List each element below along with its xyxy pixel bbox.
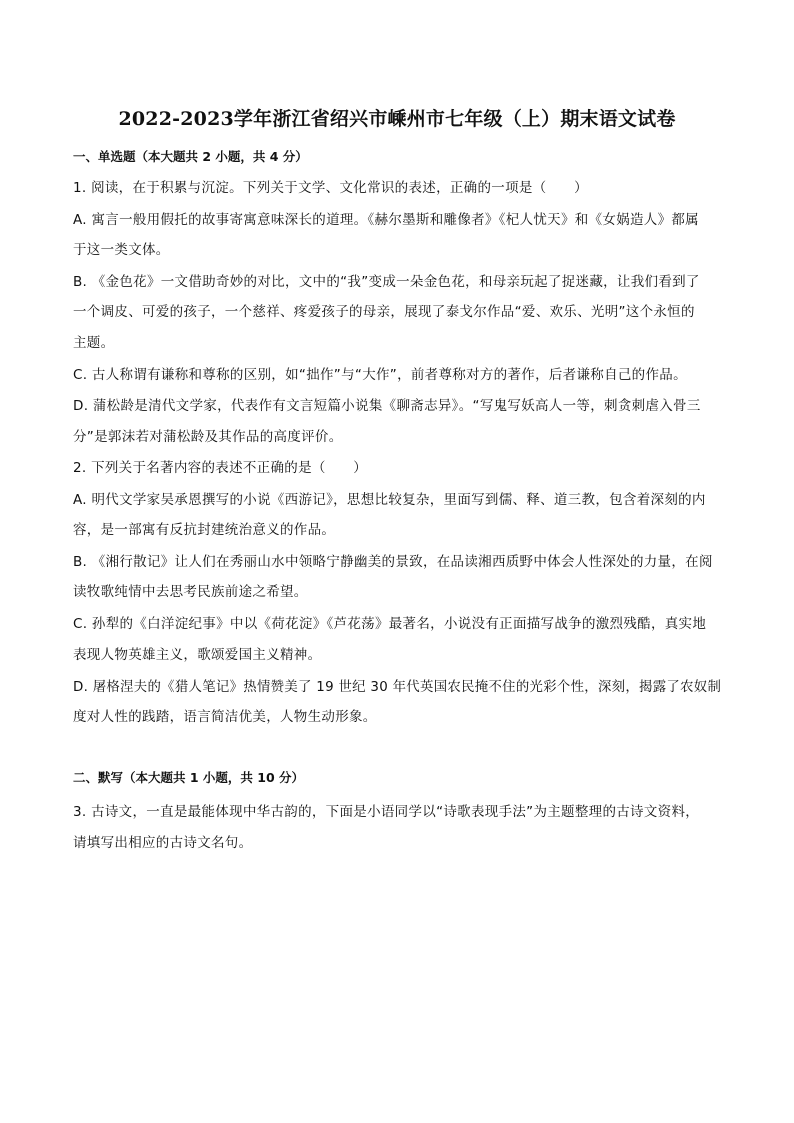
question-2-option-a-cont: 容，是一部寓有反抗封建统治意义的作品。 [73, 522, 336, 538]
question-1-stem: 1. 阅读，在于积累与沉淀。下列关于文学、文化常识的表述，正确的一项是（ ） [73, 180, 588, 196]
question-1-option-c: C. 古人称谓有谦称和尊称的区别，如“拙作”与“大作”，前者尊称对方的著作，后者谦称自己的作品。 [73, 367, 687, 383]
question-1-option-a-cont: 于这一类文体。 [73, 242, 170, 258]
question-3-stem-cont: 请填写出相应的古诗文名句。 [73, 835, 253, 851]
question-1-option-b-cont: 一个调皮、可爱的孩子，一个慈祥、疼爱孩子的母亲，展现了泰戈尔作品“爱、欢乐、光明”这个永恒的 [73, 304, 695, 320]
question-2-option-a: A. 明代文学家吴承恩撰写的小说《西游记》，思想比较复杂，里面写到儒、释、道三教，包含着深刻的内 [73, 492, 706, 508]
question-1-option-a: A. 寓言一般用假托的故事寄寓意味深长的道理。《赫尔墨斯和雕像者》《杞人忧天》和《女娲造人》都属 [73, 212, 699, 228]
section-heading-single-choice: 一、单选题（本大题共 2 小题，共 4 分） [73, 149, 308, 164]
question-2-option-c: C. 孙犁的《白洋淀纪事》中以《荷花淀》《芦花荡》最著名，小说没有正面描写战争的激烈残酷，真实地 [73, 616, 707, 632]
question-2-option-b: B. 《湘行散记》让人们在秀丽山水中领略宁静幽美的景致，在品读湘西质野中体会人性深处的力量，在阅 [73, 554, 713, 570]
question-2-stem: 2. 下列关于名著内容的表述不正确的是（ ） [73, 460, 368, 476]
question-1-option-d-cont: 分”是郭沫若对蒲松龄及其作品的高度评价。 [73, 429, 343, 445]
section-heading-dictation: 二、默写（本大题共 1 小题，共 10 分） [73, 770, 305, 785]
question-1-option-b: B. 《金色花》一文借助奇妙的对比，文中的“我”变成一朵金色花，和母亲玩起了捉迷藏，让我们看到了 [73, 274, 700, 290]
question-1-option-b-cont: 主题。 [73, 335, 115, 351]
question-2-option-b-cont: 读牧歌纯情中去思考民族前途之希望。 [73, 584, 308, 600]
question-2-option-d-cont: 度对人性的践踏，语言简洁优美，人物生动形象。 [73, 709, 377, 725]
question-2-option-d: D. 屠格涅夫的《猎人笔记》热情赞美了 19 世纪 30 年代英国农民掩不住的光彩个性，深刻，揭露了农奴制 [73, 679, 722, 695]
question-2-option-c-cont: 表现人物英雄主义，歌颂爱国主义精神。 [73, 647, 322, 663]
question-3-stem: 3. 古诗文，一直是最能体现中华古韵的，下面是小语同学以“诗歌表现手法”为主题整理的古诗文资料， [73, 804, 700, 820]
page-title: 2022-2023学年浙江省绍兴市嵊州市七年级（上）期末语文试卷 [118, 108, 676, 130]
question-1-option-d: D. 蒲松龄是清代文学家，代表作有文言短篇小说集《聊斋志异》。“写鬼写妖高人一等，刺贪刺虐入骨三 [73, 398, 701, 414]
